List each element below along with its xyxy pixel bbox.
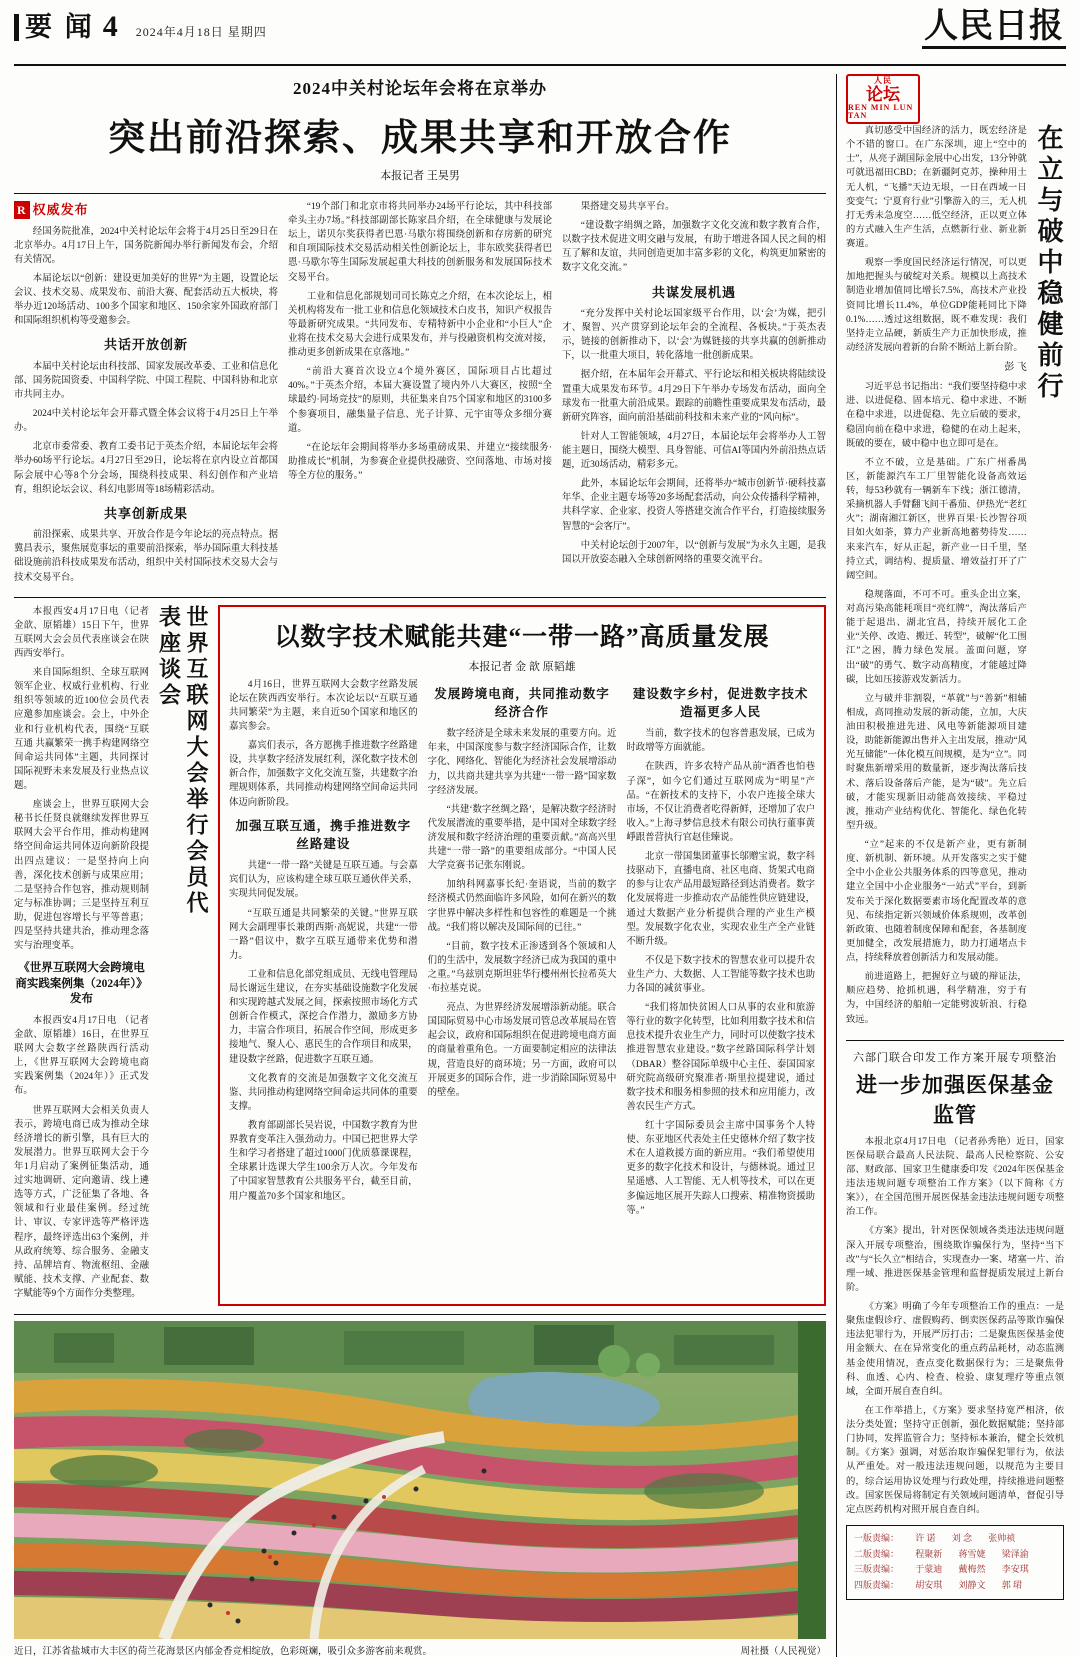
paragraph: 观察一季度国民经济运行情况，可以更加地把握头与破绽对关系。规模以上高技术制造业增加值同比增长7.5%，高技术产业投资同比增长11.4%，单位GDP能耗同比下降0.1%……透过这组数据，既不难发现：我们坚持走立品硬，新质生产力正加快形成，推动经济发展向着新的台阶不断站上新台阶。 <box>846 258 1027 353</box>
paragraph: 真切感受中国经济的活力，既宏经济是个不错的窗口。在广东深圳，迎上“空中的士”，从亮子湖国际金展中心出发，13分钟就可就迅福田CBD；在新疆阿克苏，操种用土无人机，“飞播”天边无垠，一日在西域一日变变气；宁夏育行业”引擎游入的三，无人机打无秀未急度空……低空经济，正以更立体的方式融入生产生活，点燃新行业、新业新赛道。 <box>846 126 1027 249</box>
boxed-column-3 <box>626 678 815 1223</box>
tulip-field-illustration <box>14 1321 798 1639</box>
editor-row-3: 三版责编： 于蒙迪 戴梅然 李安琪 <box>854 1564 1029 1575</box>
sub-headline: 《世界互联网大会跨境电商实践案例集（2024年）》发布 <box>15 962 148 1006</box>
section-label: 要 闻 <box>14 14 95 41</box>
lead-story <box>14 74 826 194</box>
paragraph: 北京市委常委、教育工委书记于英杰介绍，本届论坛年会将举办60场平行论坛。4月27日至29日，论坛将在京内设立首都国际会展中心等8个分会场，围绕科技成果、科幻创作和产业培育，组织论坛会议、科幻电影周等18场精彩活动。 <box>14 442 278 495</box>
paragraph: “我们将加快贫困人口从事的农业和旅游等行业的数字化转型，比如利用数字技术和信息技术提升农业生产力，同时可以使数字技术推进智慧农业建设。”数字丝路国际科学计划（DBAR）整谷国际单级中心主任、泰国国家研究院高级研究聚准者·斯里拉提建说，通过数字技术和服务相参照的技术和应用能力，改善农民生产方式。 <box>626 1003 816 1112</box>
photo-block <box>14 1314 826 1657</box>
paragraph: “充分发挥中关村论坛国家级平台作用，以‘会’为媒，把引才、聚智、兴产贯穿到论坛年会的全流程、各板块。”于英杰表示，链接的创新推动下，以‘会’为媒链接的共享共赢的创新推动下，以一批重大项目，转化落地一批创新成果。 <box>562 309 826 362</box>
paragraph: 加纳科网嘉事长纪·奎语说，当前的数字经济模式仍然面临许多风险，如何在新兴的数字世界中解决多样性和包容性的难题是一个挑战。“我们将以解决及国际间的已往。” <box>427 880 617 933</box>
lead-column-2 <box>288 200 552 590</box>
paragraph: 本届中关村论坛由科技部、国家发展改革委、工业和信息化部、国务院国资委、中国科学院、中国工程院、中国科协和北京市共同主办。 <box>14 361 278 400</box>
photo-credit: 周社摄（人民视觉） <box>740 1647 826 1657</box>
paragraph: 教育部副部长吴岩说，中国数字教育为世界教育变革注入强劲动力。中国已把世界大学生和学习者搭建了超过1000门优质慕课课程，全球累计选课大学生100余万人次。今年发布了中国家智慧教育公共服务平台，截至目前，用户覆盖70多个国家和地区。 <box>229 1121 418 1202</box>
paragraph: 本报北京4月17日电 （记者孙秀艳）近日，国家医保局联合最高人民法院、最高人民检察院、公安部、财政部、国家卫生健康委印发《2024年医保基金违法违规问题专项整治工作方案》（以下简称《方案》），在全国范围开展医保基金违法违规问题专项整治工作。 <box>846 1136 1064 1218</box>
authoritative-release-tag: R 权威发布 <box>14 200 89 220</box>
paragraph: 当前，数字技术的包容普惠发展，已成为时政增等方面就能。 <box>626 729 816 754</box>
commentary-vertical-headline: 在立与破中稳健前行 <box>1034 124 1063 403</box>
paragraph: “立”起来的不仅是新产业，更有新制度、新机制、新环境。从开发落实之实于健全中小企业公共服务体系的四等意见，推动建立全国中小企业服务“一站式”平台，到新发布关于深化数据要素市场化配置改革的意见、布续指定新兴领域价体系规则，改革创新政策、也随着制度保障和配套，各基制度更加健全，改发展措施力，助力打通堵点卡点，持续释放着创新活力和发展动能。 <box>846 840 1027 964</box>
subhead: 加强互联互通，携手推进数字丝路建设 <box>235 818 412 852</box>
divider <box>846 1040 1064 1041</box>
paragraph: 文化教育的交流是加强数字文化交流互鉴、共同推动构建网络空间命运共同体的重要支撑。 <box>229 1073 418 1112</box>
boxed-headline: 以数字技术赋能共建“一带一路”高质量发展 <box>274 623 770 651</box>
paragraph: 工业和信息化部党组成员、无线电管理局局长谢远生建议，在夯实基础设施数字化发展和实现跨越式发展之间，探索按照市场化方式创新合作模式，深挖合作潜力，激励多方协力，丰富合作项目，拓展合作空间，形成更多接地气、聚人心、惠民生的合作项目和成果，建设数字丝路，促进数字互联互通。 <box>229 969 418 1065</box>
paragraph: 立与破并非割裂，“革就”与“善新”相辅相成，高同推动发展的新动能，立加，大庆油田积极推进先进、风电等新能源项目建设，助能新能源出售并入主出发展，推动“风光互储能”一体化模互间规模，是为“立”。同时聚焦新增采用的数量新，逐步淘汰落后技术、落后设备落后产能，是为“破”。先立后破，才能实现新旧动能高效接续、平稳过渡，推动产业结构优化、智能化、绿色化转型升级。 <box>846 693 1027 831</box>
paragraph: 本报西安4月17日电 （记者金歆、原韬雄）16日，在世界互联网大会数字丝路陕西行活动上，《世界互联网大会跨境电商实践案例集（2024年）》正式发布。 <box>14 1015 149 1097</box>
newspaper-logo: 人民日报 <box>922 10 1066 49</box>
paragraph: 前进道路上，把握好立与破的辩证法，顺应趋势、抢抓机遇，科学精准，穷于有为，中国经济的船舶一定能劈波斩浪、行稳致远。 <box>846 972 1027 1025</box>
paragraph: “在论坛年会期间将举办多场重磅成果、并建立“接续服务·助推成长”机制，为参赛企业提供投融资、空间落地、市场对接等全方位的服务。” <box>288 442 552 481</box>
paragraph: “共建‘数字丝绸之路’，是解决数字经济时代发展潜流的重要举措，是中国对全球数字经济发展和数字经济治理的重要贡献。”高高兴里共建“一带一路”的重要组成部分。“中国人民大学竞赛书记张东刚说。 <box>427 804 617 872</box>
lead-byline: 本报记者 王昊男 <box>380 170 460 182</box>
editor-row-4: 四版责编： 胡安琪 刘静文 郭 珺 <box>854 1580 1023 1591</box>
paragraph: 4月16日，世界互联网大会数字丝路发展论坛在陕西西安举行。本次论坛以“互联互通 共同繁荣”为主题，来自近50个国家和地区的嘉宾参会。 <box>229 679 418 733</box>
paragraph: 稳规落面，不可不可。重头企出立案，对高污染高能耗项目“亮红牌”，淘汰落后产能于起退出、湖北宜昌，持续开展化工企业“关停、改造、搬迁、转型”，破解“化工围江”之困，腾力绿色发展。盖面问题，穿出“破”的勇气、数字动高精度，才能越过降碳，比如压接游戏发新活力。 <box>846 589 1027 685</box>
paragraph: 习近平总书记指出：“我们要坚持稳中求进、以进促稳、固本培元、稳中求进、不断在稳中求进，以进促稳、先立后破的要求，稳固向前在稳中求进，稳健的在动上起来，既破的要在，破中稳中也立即可是在。 <box>846 382 1027 449</box>
paragraph: 中关村论坛创于2007年，以“创新与发展”为永久主题，是我国以开放姿态融入全球创新网络的重要交流平台。 <box>562 540 826 565</box>
lead-column-1 <box>14 200 278 590</box>
boxed-byline: 本报记者 金 歆 原韬雄 <box>468 660 576 673</box>
paragraph: 座谈会上，世界互联网大会秘书长任贤良就继续发挥世界互联网大会平台作用，推动构建网络空间命运共同体迈向新阶段提出四点建议：一是坚持向上向善，深化技术创新与成果应用；二是坚持合作包容，推动规则制定与标准协调；三是坚持互利互助，促进包容增长与平等普惠；四是坚持共建共治，推动理念落实与治理变革。 <box>14 800 149 952</box>
paragraph: 在陕西，许多农特产品从前“酒香也怕巷子深”，如今它们通过互联网成为“明星”产品。“在新技术的支持下，小农户连接全球大市场，不仅让消费者吃得新鲜，还增加了农户收入。”上海寻梦信息技术有限公司执行董事黄崢跟普营执行官赵佳臻说。 <box>626 762 816 843</box>
medical-insurance-story <box>846 1049 1064 1517</box>
paragraph: 本报西安4月17日电（记者金歆、原韬雄）15日下午，世界互联网大会会员代表座谈会在陕西西安举行。 <box>14 606 149 660</box>
paragraph: 亮点、为世界经济发展增添新动能。联合国国际贸易中心市场发展司管总改革展局在管起会议，政府和国际组织在促进跨境电商方面的商量着重角色。一方面要制定相应的法律法规，营造良好的商环境；另一方面，政府可以开展更多的国际合作，进一步消除国际贸易中的壁垒。 <box>427 1003 617 1098</box>
paragraph: “19个部门和北京市将共同举办24场平行论坛，其中科技部牵头主办7场。”科技部副部长陈家昌介绍，在全球健康与发展论坛上，诺贝尔奖获得者巴恩·马歇尔将围绕创新和存房新的研究和自项国际技术交易活动相关性创新论坛上，非东欧奖获得者巴恩·马歇尔等生国际发展起重大科技的创新服务和发展国际技术交易平台。 <box>288 202 552 283</box>
caption-text: 近日，江苏省盐城市大丰区的荷兰花海景区内郁金香竞相绽放，色彩斑斓，吸引众多游客前来观赏。 <box>14 1647 433 1657</box>
boxed-column-1 <box>229 678 418 1223</box>
commentary-author: 彭 飞 <box>1004 362 1027 373</box>
editor-row-2: 二版责编： 程聚新 蒋雪婕 梁泽渝 <box>854 1548 1029 1559</box>
paragraph: 数字经济是全球未来发展的重要方向。近年来，中国深度参与数字经济国际合作，让数字化、网络化、智能化为经济社会发展增添动力，以共商共建共享为共建“一带一路”国家数字经济发展。 <box>427 729 617 796</box>
photo-caption <box>14 1643 826 1657</box>
subhead: 共谋发展机遇 <box>651 284 736 300</box>
wic-meeting-story <box>14 605 210 1306</box>
paragraph: 《方案》明确了今年专项整治工作的重点：一是聚焦虚假诊疗、虚假购药、倒卖医保药品等欺诈骗保违法犯罪行为，开展严厉打击；二是聚焦医保基金使用金额大、在在异常变化的重点药品耗材，动态监测基金使用情况，查点变化数据保行为；三是聚焦骨科、血透、心内、检查、检验、康复理疗等重点领域，全面开展自查自纠。 <box>846 1302 1064 1397</box>
paragraph: 据介绍，在本届年会开幕式、平行论坛和相关板块将陆续设置重大成果发布环节。4月29日下午举办专场发布活动，面向全球发布一批重大前沿成果。跟踪的前瞻性重要成果发布活动，最新研究阵容，面向前沿基础前科技和未来产业的“风向标”。 <box>562 370 826 423</box>
renmin-luntan-seal <box>846 74 920 124</box>
editors-box <box>846 1525 1064 1600</box>
paragraph: 本届论坛以“创新：建设更加美好的世界”为主题，设置论坛会议、技术交易、成果发布、前沿大赛、配套活动五大板块，将举办近120场活动、100多个国家和地区、150余家外国政府部门和国际组织机构等受邀参会。 <box>14 273 278 327</box>
paragraph: 来自国际组织、全球互联网领军企业、权威行业机构、行业组织等领域的近100位会员代表应邀参加座谈会。会上，中外企业和行业机构代表，围绕“互联互通 共赢繁荣一携手构建网络空间命运共同体”主题，共同探讨国际视野未来发展及行业热点议题。 <box>14 668 149 791</box>
paragraph: 嘉宾们表示，各方愿携手推进数字丝路建设，共享数字经济发展红利，深化数字技术创新合作，加强数字文化交流互鉴，共建数字治理规则体系，共同推动构建网络空间命运共同体迈向新阶段。 <box>229 741 418 808</box>
lead-body <box>14 200 826 590</box>
paragraph: 此外，本届论坛年会期间，还将举办“城市创新节·硬科技嘉年华、企业主题专场等20多场配套活动，向公众传播科学精神，共科学家、企业家、投资人等搭建交流合作平台，打造接续服务智慧的“会客厅”。 <box>562 479 826 532</box>
paragraph: 北京一带国集团董事长邬赠宝说，数字科技驱动下，直播电商、社区电商、货架式电商的参与让农产品用最短路径到达消费者。数字化发展将进一步推动农产品能性供应链建设，通过大数据产业分析提供合理的产业生产模型。发展数字化农业，实现农业生产全产业链不断升级。 <box>626 852 816 947</box>
story-kicker: 六部门联合印发工作方案开展专项整治 <box>853 1051 1057 1064</box>
paragraph: 针对人工智能领域，4月27日，本届论坛年会将举办人工智能主题日，围绕大模型、具身智能、可信AI等国内外前沿热点话题，近30场活动，精彩多元。 <box>562 431 826 471</box>
seal-bottom: REN MIN LUN TAN <box>848 102 914 121</box>
paragraph: 工业和信息化部规划司司长陈克之介绍，在本次论坛上，相关机构将发布一批工业和信息化领域技术白皮书，知识产权报告等最新研究成果。“共同发布、专精特新中小企业和“小巨人”企业将在技术交易大会进行成果发布，并与投融资机构交流对接，推动更多创新成果在京落地。” <box>288 291 552 359</box>
paragraph: “互联互通是共同繁荣的关键。”世界互联网大会副理事长兼朗西斯·高妮说，共建“一带一路”倡议中，数字互联互通带来优势和潜力。 <box>229 908 418 961</box>
paragraph: 《方案》提出，针对医保领域各类违法违规问题深入开展专项整治，围绕欺诈骗保行为，坚持“当下改”与“长久立”相结合，实现查办一案、堵塞一片、治理一域、推进医保基金管理和监督提质发展过上新台阶。 <box>846 1226 1064 1293</box>
paragraph: “建设数字绢绸之路，加强数字文化交流和数字教育合作，以数字技术促进文明交融与发展，有助于增进各国人民之间的相互了解和友谊，共同创造更加丰富多彩的文化，构筑更加紧密的数字文化交流。” <box>562 221 826 274</box>
seal-main: 论坛 <box>866 84 900 104</box>
paragraph: 不立不破，立是基础。广东广州番禺区，新能源汽车工厂里智能化设备高效运转，每53秒就有一辆新车下线；浙江德清，采摘机器人手臂翻飞间干番茄、伊热光“老红火”；湖南湘江新区，世界百果·长沙智谷项目如火如荼，算力产业新高地蓄势待发……来来汽车，好从正起，新产业一日千里，坚持立式，调结构、提质量、增效益打开了广阔空间。 <box>846 457 1027 581</box>
paragraph: 世界互联网大会相关负责人表示，跨境电商已成为推动全球经济增长的新引擎，具有巨大的发展潜力。世界互联网大会于今年1月启动了案例征集活动，通过实地调研、定向邀请、线上遴选等方式，广泛征集了各地、各领域和行业最佳案例。经过统计、审议、专家评选等严格评选程序，最终评选出63个案例，并从政府统筹、综合服务、金融支持、品牌培育、物流枢纽、金融赋能、技术支撑、产业配套、数字赋能等9个方面作分类整理。 <box>14 1105 149 1299</box>
wic-meeting-text <box>14 605 149 1306</box>
lead-kicker: 2024中关村论坛年会将在京举办 <box>293 79 547 98</box>
wic-meeting-vertical-headline: 世界互联网大会举行会员代表座谈会 <box>156 604 209 917</box>
seal-top: 人民 <box>874 76 892 86</box>
subhead: 建设数字乡村，促进数字技术造福更多人民 <box>632 686 809 720</box>
subhead: 发展跨境电商，共同推动数字经济合作 <box>434 686 610 720</box>
paragraph: 共建“一带一路”关键是互联互通。与会嘉宾们认为，应该构建全球互联互通伙伴关系，实现共同促发展。 <box>229 861 418 900</box>
commentary-column <box>836 74 1064 1657</box>
masthead <box>14 10 1066 66</box>
boxed-column-2 <box>428 678 617 1223</box>
page-number: 4 <box>102 10 118 43</box>
subhead: 共享创新成果 <box>103 505 188 521</box>
paragraph: 前沿探索、成果共享、开放合作是今年论坛的亮点特点。据冀昌表示，聚焦展览事坛的重要前沿探索，举办国际重大科技基础设施前沿科技成果发布活动，组织中关村国际技术交易大会与技术交易平台。 <box>14 530 278 583</box>
paragraph: 红十字国际委员会主席中国事务个人特使、东亚地区代表处主任史德林介绍了数字技术在人道救援方面的新应用。“我们希望使用更多的数字化技术和设计，与德林说。通过卫星遥感、人工智能、无人机等技术，可以在更多偏远地区展开失踪人口搜索、精准物资援助等。” <box>626 1121 816 1216</box>
paragraph: 在工作举措上，《方案》要求坚持宽严相济，依法分类处置；坚持守正创新，强化数据赋能；坚持部门协同，发挥监管合力；坚持标本兼治，健全长效机制。《方案》强调，对惩治取诈骗保犯罪行为，依法从严重处。对一般违法违规问题，以规范为主要目的，综合运用协议处理与行政处理，持续推进问题整改。国家医保局将制定有关领域问题清单，督促引导定点医药机构对照开展自查自纠。 <box>846 1405 1064 1515</box>
paragraph: “前沿大赛首次设立4个境外赛区，国际项目占比超过40%。”于英杰介绍，本届大赛设置了境内外八大赛区，按照“全球最约·同场竞技”的原则，共征集来自75个国家和地区的3100多个参赛项目，融集量子信息、光子计算、元宇宙等众多细分赛道。 <box>288 367 552 434</box>
paragraph: 2024中关村论坛年会开幕式暨全体会议将于4月25日上午举办。 <box>14 409 278 434</box>
issue-date: 2024年4月18日 星期四 <box>135 25 267 39</box>
paragraph: 果搭建交易共享平台。 <box>580 202 675 212</box>
tulip-field-photo <box>14 1321 826 1639</box>
main-content <box>14 74 826 1657</box>
subhead: 共话开放创新 <box>103 337 188 353</box>
paragraph: 经国务院批准，2024中关村论坛年会将于4月25日至29日在北京举办。4月17日上午，国务院新闻办举行新闻发布会，介绍有关情况。 <box>14 226 278 265</box>
lead-column-3 <box>562 200 826 590</box>
commentary-body <box>846 124 1027 1032</box>
editor-row-1: 一版责编： 许 诺 刘 念 张帅祯 <box>854 1532 1016 1543</box>
paragraph: 不仅是下数字技术的智慧农业可以提升农业生产力、大数据、人工智能等数字技术也助力各国的减贫事业。 <box>626 955 816 995</box>
secondary-band <box>14 597 826 1306</box>
paragraph: “目前，数字技术正渗透到各个领域和人们的生活中，发展数字经济已成为我国的重中之重。”乌兹别克斯坦驻华行樓州州长拉希英大·布拉基克说。 <box>427 941 617 995</box>
story-headline: 进一步加强医保基金监管 <box>856 1072 1054 1127</box>
digital-silk-road-story <box>218 605 826 1306</box>
lead-headline: 突出前沿探索、成果共享和开放合作 <box>108 118 732 159</box>
